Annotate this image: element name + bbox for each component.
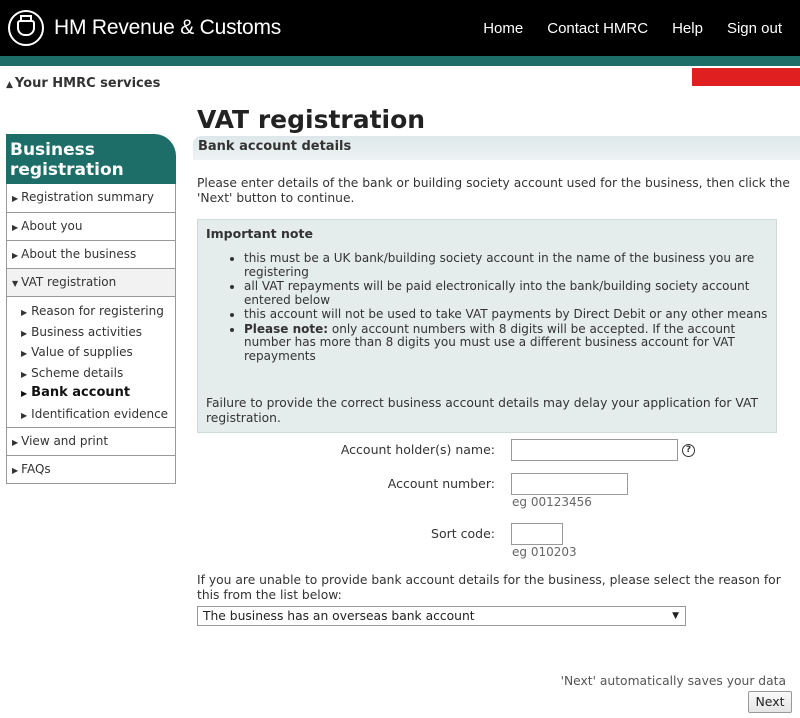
sidebar-item-about-you[interactable] [7, 212, 175, 240]
please-note-text: only account numbers with 8 digits will be accepted. If the account number has more than 8 digits you must use a different business account for VAT repayments [244, 321, 736, 363]
page-title: VAT registration [197, 105, 426, 134]
note-bullet-please-note [244, 323, 776, 364]
nav-home-link[interactable]: Home [483, 20, 524, 37]
section-header: Bank account details [193, 136, 800, 160]
subitem-label: Business activities [31, 324, 142, 339]
sidebar-title: Business registration [6, 134, 176, 184]
note-bullet: • all VAT repayments will be paid electronically into the bank/building society account entered below [244, 280, 776, 307]
triangle-right-icon: ▶ [21, 389, 28, 399]
subitem-label: Value of supplies [31, 345, 133, 360]
services-label: Your HMRC services [14, 76, 161, 91]
note-list [226, 252, 776, 364]
dropdown-caret-icon: ▼ [672, 611, 679, 621]
note-title: Important note [206, 226, 313, 241]
triangle-right-icon: ▶ [12, 465, 19, 475]
account-number-label: Account number: [387, 476, 495, 491]
autosave-note: 'Next' automatically saves your data [560, 674, 786, 688]
your-services-link[interactable] [6, 76, 160, 91]
account-number-hint: eg 00123456 [512, 495, 592, 509]
sidebar-subitem-reason[interactable] [7, 301, 175, 322]
sidebar-item-label: About the business [21, 247, 137, 261]
sidebar-subitem-activities[interactable] [7, 322, 175, 343]
help-icon[interactable]: ? [682, 444, 695, 457]
triangle-right-icon: ▶ [12, 194, 19, 203]
crest-icon [8, 10, 44, 46]
sidebar-subitem-bank-account[interactable] [7, 383, 175, 404]
account-number-input[interactable] [511, 473, 628, 495]
nav-help-link[interactable]: Help [672, 20, 703, 37]
hmrc-logo[interactable] [8, 10, 281, 46]
triangle-right-icon: ▶ [12, 251, 19, 260]
sidebar-list [6, 184, 176, 484]
nav-contact-link[interactable]: Contact HMRC [547, 20, 649, 37]
reason-select[interactable] [197, 606, 686, 626]
triangle-up-icon: ▲ [6, 80, 13, 90]
sidebar-item-view-print[interactable] [7, 427, 175, 455]
note-bullet: • this account will not be used to take VAT payments by Direct Debit or any other means [244, 308, 776, 322]
important-note-box [197, 219, 777, 433]
sidebar-subitems [7, 296, 175, 427]
note-bullet: • this must be a UK bank/building society account in the name of the business you are registering [244, 252, 776, 279]
please-note-label: Please note: [244, 321, 329, 336]
triangle-down-icon: ▼ [12, 279, 19, 288]
account-holder-label: Account holder(s) name: [340, 442, 495, 457]
brand-name: HM Revenue & Customs [54, 16, 282, 39]
account-holder-input[interactable] [511, 439, 678, 461]
sidebar [6, 134, 176, 484]
triangle-right-icon: ▶ [12, 223, 19, 232]
sidebar-subitem-supplies[interactable] [7, 342, 175, 363]
sidebar-item-label: Registration summary [21, 190, 154, 204]
triangle-right-icon: ▶ [21, 369, 28, 379]
top-nav [483, 20, 782, 37]
header-accent-bar [0, 56, 800, 66]
next-button[interactable]: Next [748, 691, 792, 713]
subitem-label: Scheme details [31, 365, 124, 380]
sort-code-label: Sort code: [431, 526, 495, 541]
triangle-right-icon: ▶ [21, 308, 28, 317]
status-flag [692, 68, 800, 86]
sort-code-hint: eg 010203 [512, 545, 577, 559]
sidebar-item-vat-registration[interactable] [7, 268, 175, 296]
site-header [0, 0, 800, 56]
sidebar-item-label: View and print [21, 433, 109, 448]
triangle-right-icon: ▶ [12, 437, 19, 447]
triangle-right-icon: ▶ [21, 328, 28, 338]
sort-code-input[interactable] [511, 523, 563, 545]
subitem-label: Identification evidence [31, 406, 169, 421]
sidebar-subitem-identification[interactable] [7, 404, 175, 425]
sidebar-item-label: VAT registration [21, 275, 117, 289]
reason-select-value: The business has an overseas bank account [203, 609, 475, 623]
sidebar-subitem-scheme[interactable] [7, 363, 175, 384]
triangle-right-icon: ▶ [21, 349, 28, 359]
sidebar-item-label: FAQs [21, 461, 51, 476]
intro-text: Please enter details of the bank or building society account used for the business, then click the 'Next' button to continue. [197, 176, 790, 205]
subitem-label: Reason for registering [31, 304, 164, 318]
triangle-right-icon: ▶ [21, 410, 28, 420]
note-footer: Failure to provide the correct business account details may delay your application for VAT registration. [206, 396, 758, 425]
subitem-label: Bank account [31, 385, 131, 401]
nav-signout-link[interactable]: Sign out [726, 20, 782, 37]
sidebar-item-label: About you [21, 219, 83, 233]
sidebar-item-registration-summary[interactable] [7, 184, 175, 212]
sidebar-item-faqs[interactable] [7, 455, 175, 483]
sidebar-item-about-business[interactable] [7, 240, 175, 268]
unable-text: If you are unable to provide bank account details for the business, please select the reason for this from the list below: [197, 573, 781, 602]
